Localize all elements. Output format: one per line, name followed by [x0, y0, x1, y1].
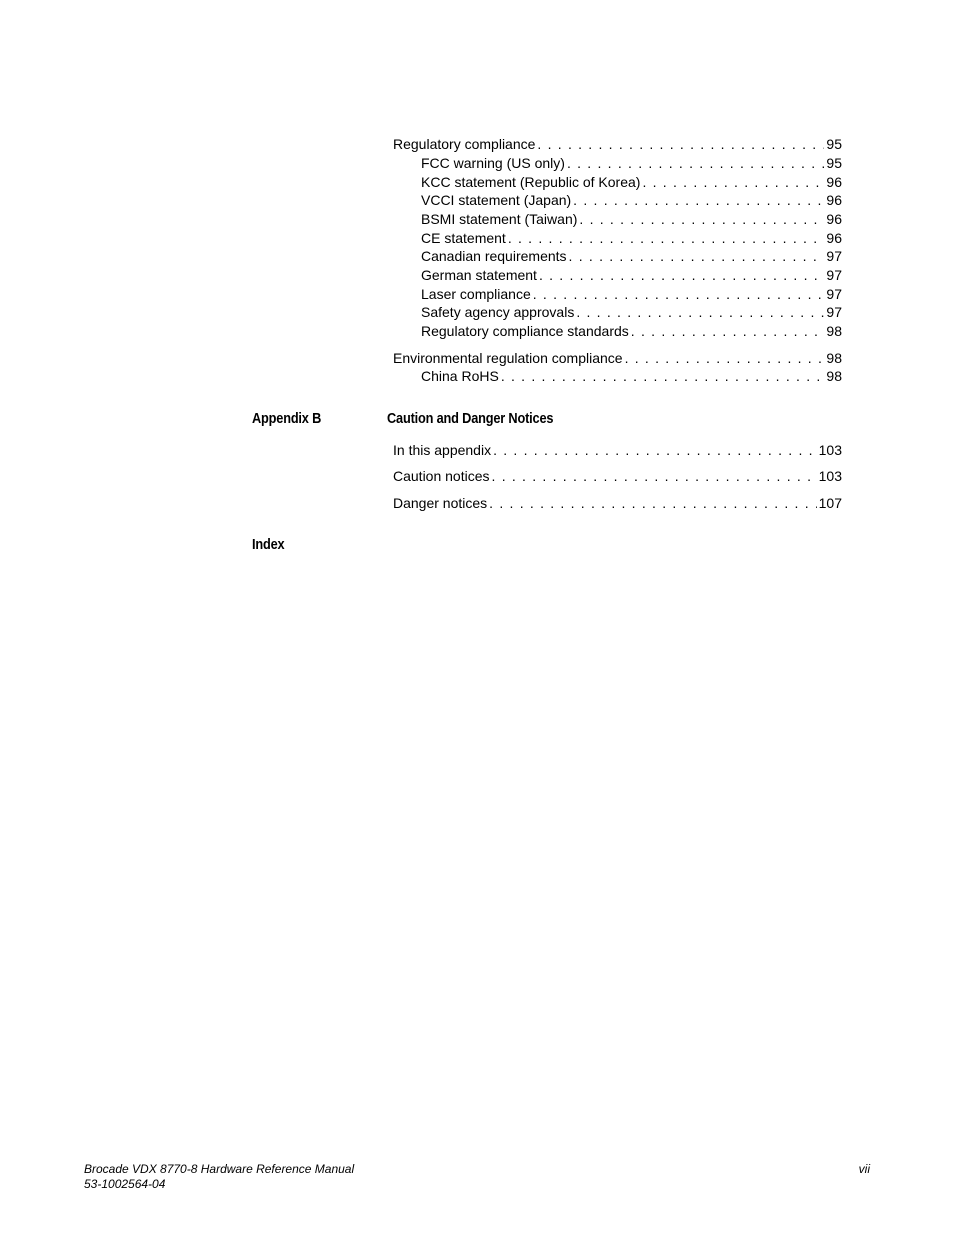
footer-doc-number: 53-1002564-04 — [84, 1177, 166, 1191]
toc-entry-page: 97 — [826, 267, 842, 283]
toc-entry-title: Canadian requirements — [421, 248, 567, 264]
toc-subentry-safety-agency-approvals[interactable] — [421, 303, 842, 321]
toc-entry-title: Danger notices — [393, 495, 488, 511]
toc-entry-page: 97 — [826, 248, 842, 264]
toc-dot-leader — [573, 191, 824, 209]
index-heading[interactable]: Index — [252, 537, 285, 553]
toc-entry-page: 98 — [826, 350, 842, 366]
toc-entry-title: KCC statement (Republic of Korea) — [421, 174, 641, 190]
footer-page-number: vii — [858, 1162, 870, 1176]
toc-subentry-laser-compliance[interactable] — [421, 285, 842, 303]
toc-entry-page: 103 — [818, 468, 842, 484]
toc-entry-title: Safety agency approvals — [421, 304, 575, 320]
toc-entry-title: Laser compliance — [421, 286, 531, 302]
toc-entry-page: 95 — [826, 155, 842, 171]
toc-entry-title: Environmental regulation compliance — [393, 350, 623, 366]
toc-dot-leader — [489, 494, 816, 512]
toc-entry-page: 96 — [826, 174, 842, 190]
toc-entry-title: China RoHS — [421, 368, 499, 384]
toc-dot-leader — [569, 247, 825, 265]
toc-entry-title: In this appendix — [393, 442, 492, 458]
appendix-label: Appendix B — [252, 411, 322, 427]
toc-entry-page: 98 — [826, 323, 842, 339]
toc-entry-regulatory-compliance[interactable] — [393, 135, 842, 153]
toc-dot-leader — [537, 135, 824, 153]
toc-subentry-canadian-requirements[interactable] — [421, 247, 842, 265]
toc-entry-title: VCCI statement (Japan) — [421, 192, 572, 208]
toc-entry-title: CE statement — [421, 230, 506, 246]
toc-entry-page: 96 — [826, 192, 842, 208]
toc-dot-leader — [492, 467, 817, 485]
toc-entry-title: Regulatory compliance — [393, 136, 536, 152]
toc-dot-leader — [501, 367, 825, 385]
toc-entry-title: FCC warning (US only) — [421, 155, 565, 171]
toc-dot-leader — [533, 285, 825, 303]
toc-subentry-german-statement[interactable] — [421, 266, 842, 284]
toc-entry-page: 103 — [818, 442, 842, 458]
toc-dot-leader — [508, 229, 825, 247]
toc-subentry-bsmi-statement[interactable] — [421, 210, 842, 228]
toc-entry-page: 98 — [826, 368, 842, 384]
toc-dot-leader — [567, 154, 824, 172]
toc-entry-title: BSMI statement (Taiwan) — [421, 211, 578, 227]
toc-subentry-ce-statement[interactable] — [421, 229, 842, 247]
toc-dot-leader — [576, 303, 824, 321]
toc-entry-page: 107 — [818, 495, 842, 511]
toc-dot-leader — [539, 266, 824, 284]
appendix-title[interactable]: Caution and Danger Notices — [387, 411, 554, 427]
toc-subentry-regulatory-compliance-standards[interactable] — [421, 322, 842, 340]
toc-dot-leader — [631, 322, 825, 340]
toc-entry-page: 97 — [826, 286, 842, 302]
toc-entry-caution-notices[interactable] — [393, 467, 842, 485]
toc-entry-page: 97 — [826, 304, 842, 320]
toc-entry-title: Caution notices — [393, 468, 490, 484]
toc-entry-title: Regulatory compliance standards — [421, 323, 629, 339]
toc-entry-page: 95 — [826, 136, 842, 152]
toc-entry-title: German statement — [421, 267, 537, 283]
toc-dot-leader — [493, 441, 817, 459]
toc-dot-leader — [625, 349, 825, 367]
toc-entry-page: 96 — [826, 230, 842, 246]
toc-subentry-china-rohs[interactable] — [421, 367, 842, 385]
toc-entry-page: 96 — [826, 211, 842, 227]
toc-dot-leader — [642, 173, 824, 191]
toc-entry-environmental-regulation-compliance[interactable] — [393, 349, 842, 367]
toc-subentry-vcci-statement[interactable] — [421, 191, 842, 209]
toc-entry-danger-notices[interactable] — [393, 494, 842, 512]
toc-entry-in-this-appendix[interactable] — [393, 441, 842, 459]
toc-subentry-fcc-warning[interactable] — [421, 154, 842, 172]
toc-subentry-kcc-statement[interactable] — [421, 173, 842, 191]
toc-dot-leader — [579, 210, 824, 228]
footer-manual-title: Brocade VDX 8770-8 Hardware Reference Manual — [84, 1162, 355, 1176]
